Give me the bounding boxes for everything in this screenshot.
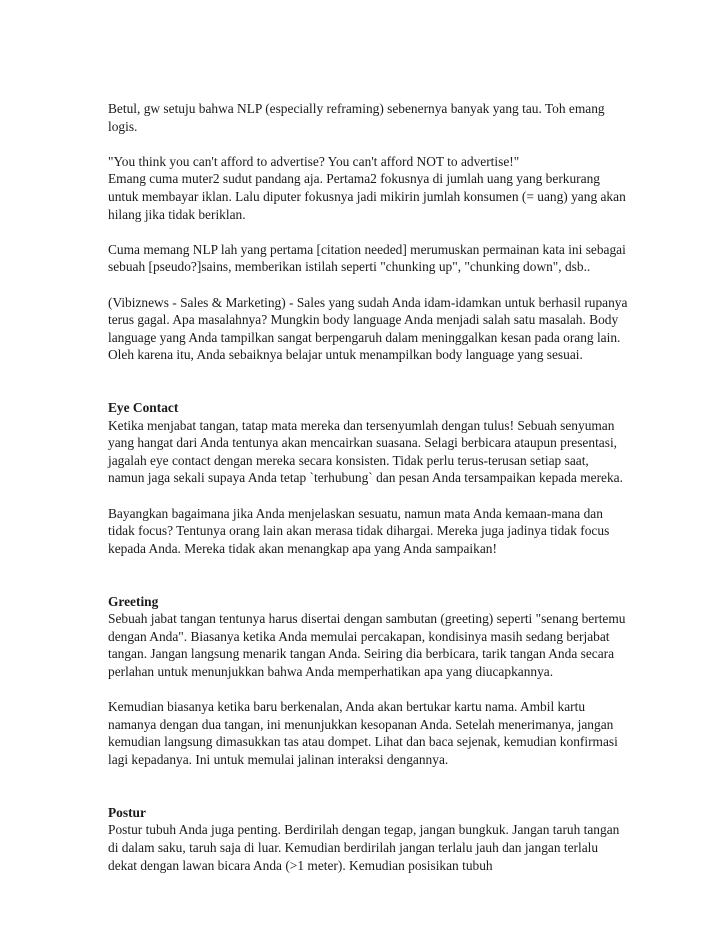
paragraph-nlp: Cuma memang NLP lah yang pertama [citation needed] merumuskan permainan kata ini sebagai sebuah [pseudo?]sains, memberikan istilah seperti "chunking up", "chunking down", dsb.. <box>108 241 626 275</box>
paragraph-vibiznews: (Vibiznews - Sales & Marketing) - Sales yang sudah Anda idam-idamkan untuk berhasil rupanya terus gagal. Apa masalahnya? Mungkin body language Anda menjadi salah satu masalah. Body language yang Anda tampilkan sangat berpengaruh dalam meninggalkan kesan pada orang lain. Oleh karena itu, Anda sebaiknya belajar untuk menampilkan body language yang sesuai. <box>108 294 628 363</box>
section-postur <box>108 786 628 874</box>
postur-text-1: Postur tubuh Anda juga penting. Berdirilah dengan tegap, jangan bungkuk. Jangan taruh tangan di dalam saku, taruh saja di luar. Kemudian berdirilah jangan terlalu jauh dan jangan terlalu dekat dengan lawan bicara Anda (>1 meter). Kemudian posisikan tubuh <box>108 822 620 873</box>
section-eye-contact <box>108 382 628 488</box>
heading-eye-contact: Eye Contact <box>108 400 179 416</box>
section-greeting <box>108 575 628 681</box>
greeting-text-1: Sebuah jabat tangan tentunya harus disertai dengan sambutan (greeting) seperti "senang bertemu dengan Anda". Biasanya ketika Anda memulai percakapan, kondisinya masih sedang berjabat tangan. Jangan langsung menarik tangan Anda. Seiring dia berbicara, tarik tangan Anda secara perlahan untuk menunjukkan bahwa Anda memperhatikan apa yang diucapkannya. <box>108 611 626 679</box>
eye-contact-text-1: Ketika menjabat tangan, tatap mata mereka dan tersenyumlah dengan tulus! Sebuah senyuman yang hangat dari Anda tentunya akan mencairkan suasana. Selagi berbicara ataupun presentasi, jagalah eye contact dengan mereka secara konsisten. Tidak perlu terus-terusan setiap saat, namun jaga sekali supaya Anda tetap `terhubung` dan pesan Anda tersampaikan kepada mereka. <box>108 417 623 486</box>
heading-greeting: Greeting <box>108 593 159 609</box>
paragraph-advertise-quote: "You think you can't afford to advertise? You can't afford NOT to advertise!" Emang cuma muter2 sudut pandang aja. Pertama2 fokusnya di jumlah uang yang berkurang untuk membayar iklan. Lalu diputer fokusnya jadi mikirin jumlah konsumen (= uang) yang akan hilang jika tidak beriklan. <box>108 153 626 222</box>
paragraph-intro: Betul, gw setuju bahwa NLP (especially reframing) sebenernya banyak yang tau. Toh emang logis. <box>108 101 605 134</box>
eye-contact-text-2: Bayangkan bagaimana jika Anda menjelaskan sesuatu, namun mata Anda kemaan-mana dan tidak focus? Tentunya orang lain akan merasa tidak dihargai. Mereka juga jadinya tidak focus kepada Anda. Mereka tidak akan menangkap apa yang Anda sampaikan! <box>108 505 610 556</box>
document-page <box>108 100 628 892</box>
greeting-text-2: Kemudian biasanya ketika baru berkenalan, Anda akan bertukar kartu nama. Ambil kartu namanya dengan dua tangan, ini menunjukkan kesopanan Anda. Setelah menerimanya, jangan kemudian langsung dimasukkan tas atau dompet. Lihat dan baca sejenak, kemudian konfirmasi lagi kepadanya. Ini untuk memulai jalinan interaksi dengannya. <box>108 699 618 767</box>
heading-postur: Postur <box>108 804 146 820</box>
